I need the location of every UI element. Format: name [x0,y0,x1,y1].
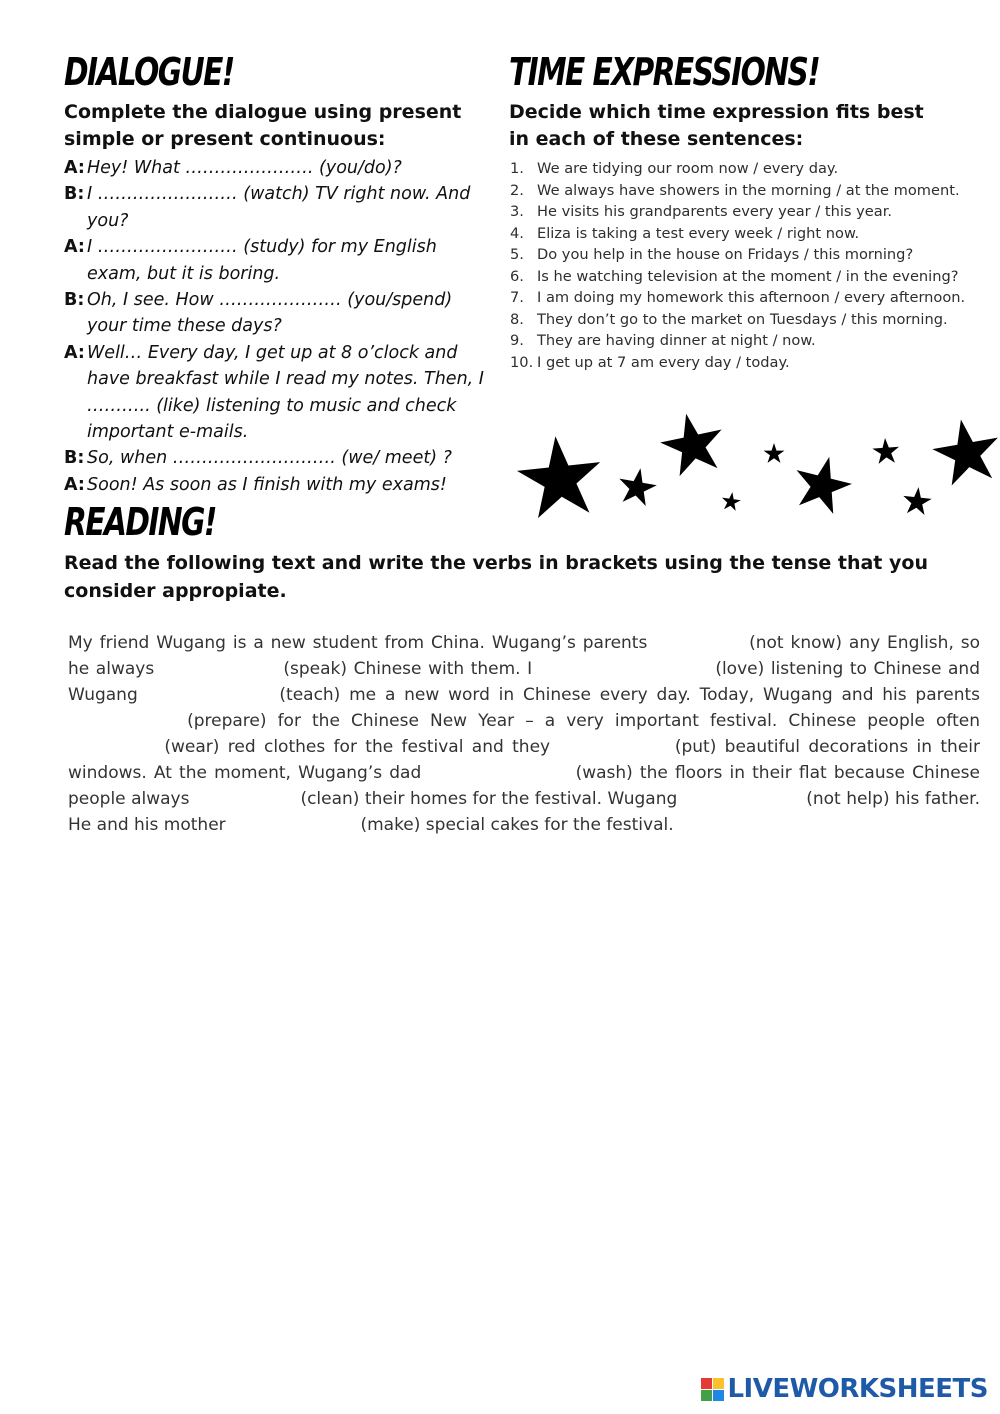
speaker-label: A: [64,237,85,258]
logo-block [701,1378,712,1389]
item-number: 7. [510,289,524,306]
liveworksheets-logo [701,1374,988,1404]
dialogue-text: I …………………… (study) for my English exam, but it is boring. [87,237,437,284]
passage-segment: (not help) his father. He and his mother [68,789,981,835]
item-text: He visits his grandparents every year / this year. [537,203,892,220]
time-expression-item [510,287,990,309]
item-number: 9. [510,332,524,349]
dialogue-heading: DIALOGUE! [64,50,234,94]
dialogue-text: Well… Every day, I get up at 8 o’clock and have breakfast while I read my notes. Then, I ……….. (like) listening to music and check important e-mails. [87,342,484,443]
speaker-label: A: [64,158,85,178]
item-text: Eliza is taking a test every week / right now. [537,224,860,242]
star-icon [872,437,900,464]
star-icon [515,432,605,520]
time-expression-item [510,352,990,374]
item-number: 5. [510,246,524,263]
dialogue-line [64,287,484,340]
item-text: We are tidying our room now / every day. [537,160,839,177]
passage-segment: (clean) their homes for the festival. Wugang [300,789,678,809]
passage-segment: (teach) me a new word in Chinese every day. Today, Wugang and his parents [279,685,981,705]
passage-segment: (wear) red clothes for the festival and they [164,737,551,757]
dialogue-text: So, when ………………………. (we/ meet) ? [87,448,452,469]
item-number: 4. [510,224,524,242]
dialogue-instruction: Complete the dialogue using present simple or present continuous: [64,101,462,150]
time-expressions-list [510,158,990,373]
passage-segment: My friend Wugang is a new student from China. Wugang’s parents [68,633,648,653]
item-number: 3. [510,203,524,220]
star-icon [928,414,1000,488]
speaker-label: B: [64,448,85,469]
star-icon [655,410,729,479]
item-text: I am doing my homework this afternoon / every afternoon. [537,289,966,306]
logo-block [701,1390,712,1401]
dialogue-line [64,181,484,234]
item-number: 10. [510,353,534,371]
time-expression-item [510,223,990,245]
time-expressions-heading: TIME EXPRESSIONS! [509,50,820,94]
logo-block [713,1378,724,1389]
time-expression-item [510,244,990,266]
logo-blocks-icon [701,1378,724,1401]
passage-segment: (not know) any English, so he always [68,633,980,679]
item-text: They don’t go to the market on Tuesdays / this morning. [537,310,948,328]
logo-text: LIVEWORKSHEETS [727,1374,988,1404]
dialogue-line [64,234,484,287]
passage-segment: (wash) the floors in their flat because Chinese people always [68,763,981,809]
dialogue-line [64,155,484,181]
passage-segment: (speak) Chinese with them. I [283,659,533,679]
item-text: We always have showers in the morning / at the moment. [537,181,960,199]
star-icon [788,450,857,516]
speaker-label: A: [64,474,85,495]
reading-instruction: Read the following text and write the verbs in brackets using the tense that you consider appropiate. [64,552,928,602]
time-expression-item [510,330,990,352]
item-text: I get up at 7 am every day / today. [537,353,790,371]
passage-segment: (prepare) for the Chinese New Year – a very important festival. Chinese people often [187,711,980,731]
passage-segment: (put) beautiful decorations in their windows. At the moment, Wugang’s dad [68,737,981,783]
time-expression-item [510,201,990,223]
star-icon [720,491,741,512]
item-number: 2. [510,181,524,199]
passage-segment: (make) special cakes for the festival. [360,815,674,835]
speaker-label: A: [64,342,85,363]
dialogue-text: Hey! What …………………. (you/do)? [87,158,402,178]
time-expression-item [510,309,990,331]
dialogue-line [64,445,484,471]
logo-block [713,1390,724,1401]
time-expressions-instruction: Decide which time expression fits best in each of these sentences: [509,101,924,150]
star-icon [615,465,659,507]
reading-heading: READING! [64,500,216,544]
star-icon [764,443,785,463]
time-expression-item [510,158,990,180]
item-text: Do you help in the house on Fridays / this morning? [537,246,914,263]
time-expression-item [510,180,990,202]
item-number: 1. [510,160,524,177]
item-number: 6. [510,267,524,285]
item-text: They are having dinner at night / now. [537,332,816,349]
dialogue-line [64,472,484,498]
dialogue-lines [64,155,484,498]
item-text: Is he watching television at the moment / in the evening? [537,267,959,285]
time-expression-item [510,266,990,288]
dialogue-text: Oh, I see. How ………………… (you/spend) your time these days? [87,290,453,337]
passage-segment: (love) listening to Chinese and Wugang [68,659,981,705]
speaker-label: B: [64,184,85,205]
dialogue-line [64,340,484,446]
decorative-stars-icon [515,410,1000,530]
reading-passage [68,630,980,838]
speaker-label: B: [64,290,85,311]
item-number: 8. [510,310,524,328]
dialogue-text: I …………………… (watch) TV right now. And you? [87,184,471,231]
star-icon [902,486,933,516]
dialogue-text: Soon! As soon as I finish with my exams! [87,474,447,495]
